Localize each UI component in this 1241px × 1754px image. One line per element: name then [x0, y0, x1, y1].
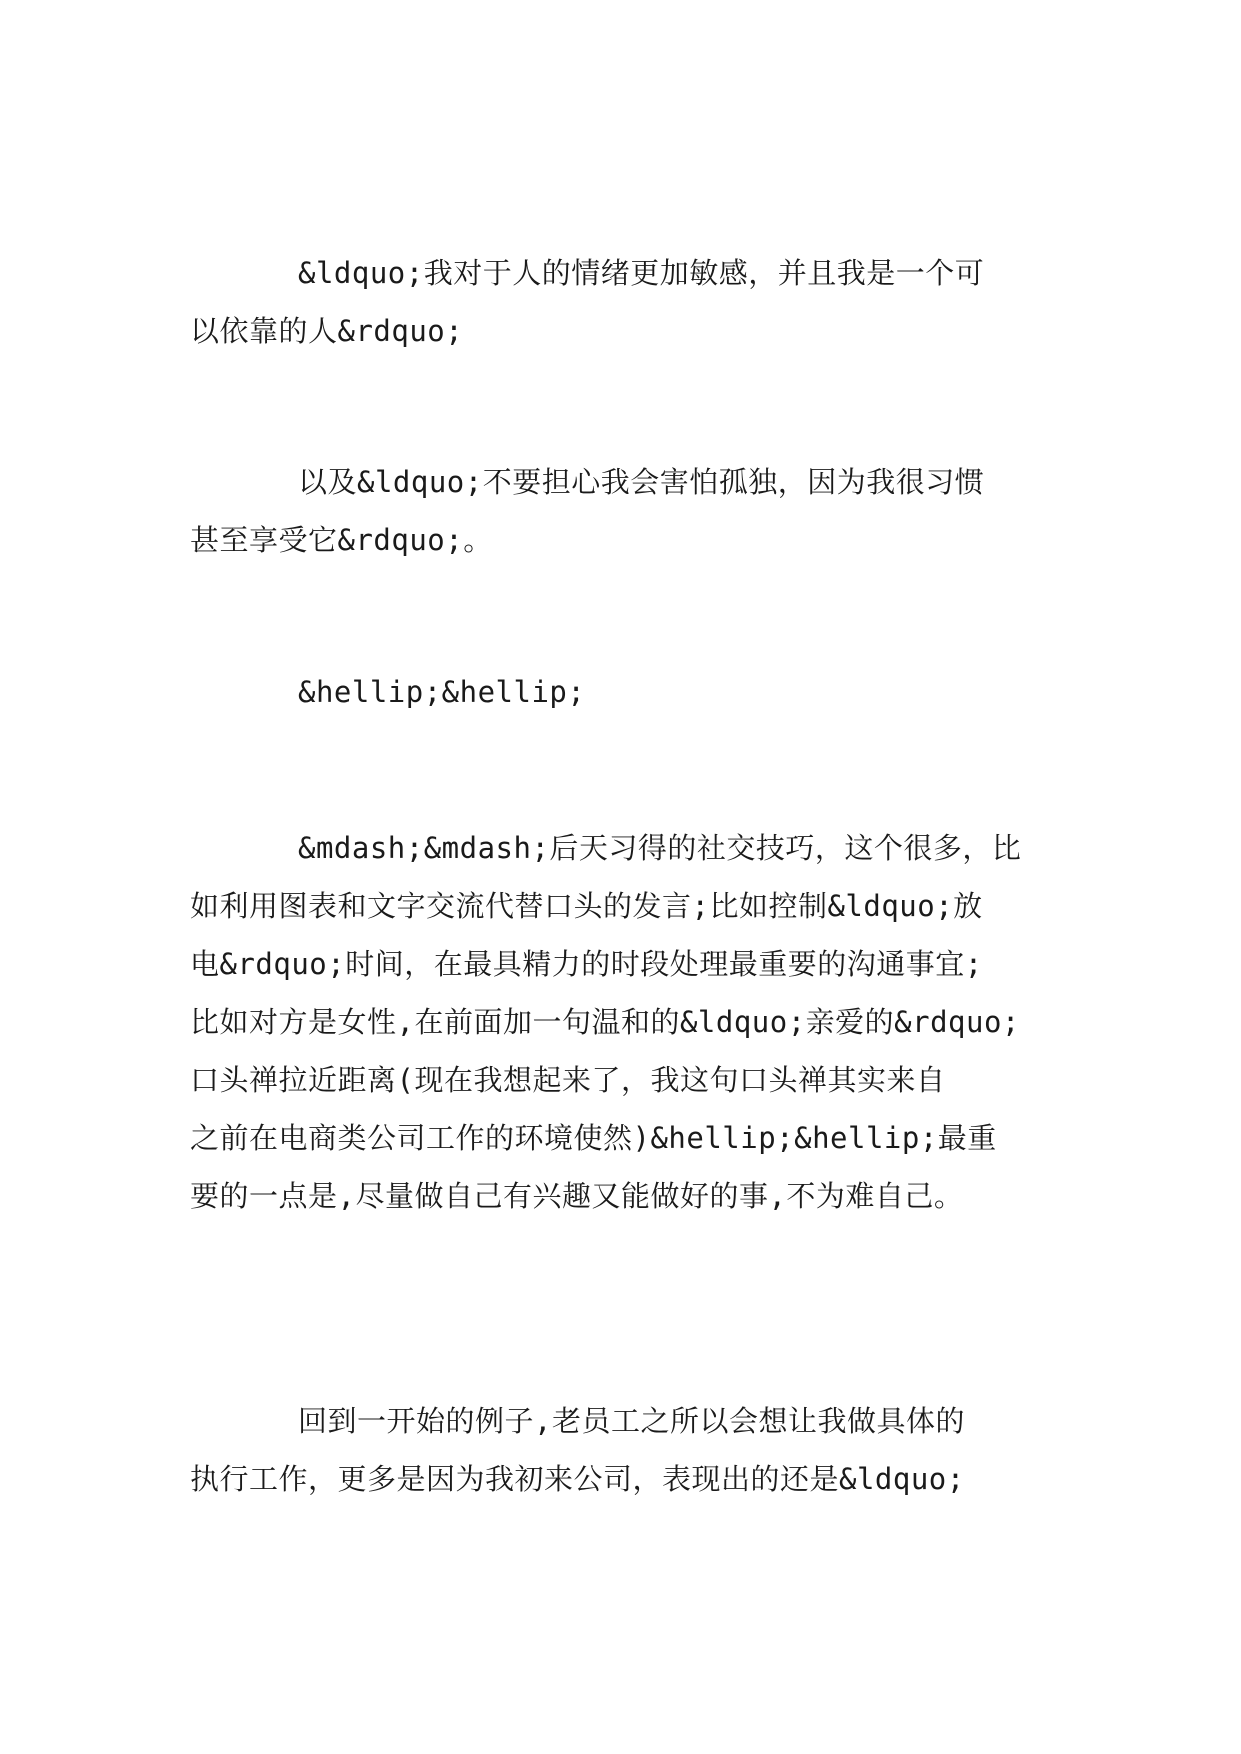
- paragraph-line: 以依靠的人&rdquo;: [190, 314, 464, 348]
- paragraph-line: 比如对方是女性,在前面加一句温和的&ldquo;亲爱的&rdquo;: [190, 1005, 1020, 1039]
- paragraph-line: 执行工作，更多是因为我初来公司，表现出的还是&ldquo;: [190, 1462, 965, 1496]
- paragraph-1: [190, 244, 1050, 360]
- paragraph-line: 如利用图表和文字交流代替口头的发言;比如控制&ldquo;放: [190, 889, 983, 923]
- paragraph-line: 甚至享受它&rdquo;。: [190, 523, 493, 557]
- paragraph-line: &hellip;&hellip;: [298, 675, 586, 709]
- paragraph-line: 电&rdquo;时间，在最具精力的时段处理最重要的沟通事宜;: [190, 947, 983, 981]
- paragraph-5: [190, 1392, 1050, 1508]
- paragraph-line: 要的一点是,尽量做自己有兴趣又能做好的事,不为难自己。: [190, 1179, 964, 1213]
- paragraph-4: [190, 819, 1050, 1225]
- paragraph-2: [190, 453, 1050, 569]
- paragraph-line: 之前在电商类公司工作的环境使然)&hellip;&hellip;最重: [190, 1121, 997, 1155]
- paragraph-line: 回到一开始的例子,老员工之所以会想让我做具体的: [298, 1404, 965, 1438]
- paragraph-3: [190, 663, 1050, 721]
- paragraph-line: &mdash;&mdash;后天习得的社交技巧，这个很多，比: [298, 831, 1022, 865]
- paragraph-line: &ldquo;我对于人的情绪更加敏感，并且我是一个可: [298, 256, 985, 290]
- paragraph-line: 以及&ldquo;不要担心我会害怕孤独，因为我很习惯: [298, 465, 985, 499]
- paragraph-line: 口头禅拉近距离(现在我想起来了，我这句口头禅其实来自: [190, 1063, 946, 1097]
